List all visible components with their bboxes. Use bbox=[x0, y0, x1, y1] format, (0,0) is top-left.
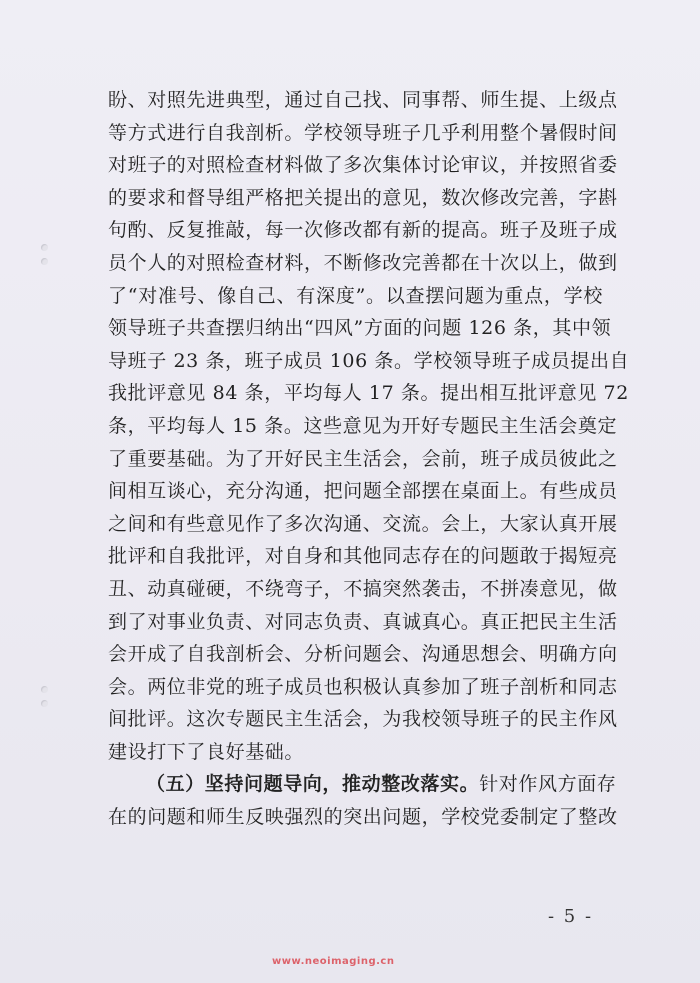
text-line: 会开成了自我剖析会、分析问题会、沟通思想会、明确方向 bbox=[108, 643, 618, 666]
binding-hole bbox=[41, 686, 48, 693]
text-line: 之间和有些意见作了多次沟通、交流。会上，大家认真开展 bbox=[108, 512, 618, 535]
text-run: 针对作风方面存 bbox=[479, 773, 617, 796]
text-line: 条，平均每人 15 条。这些意见为开好专题民主生活会奠定 bbox=[108, 414, 618, 437]
text-line: 批评和自我批评，对自身和其他同志存在的问题敢于揭短亮 bbox=[108, 545, 618, 568]
binding-hole bbox=[41, 700, 48, 707]
text-line: 的要求和督导组严格把关提出的意见，数次修改完善，字斟 bbox=[108, 186, 618, 209]
text-line: 领导班子共查摆归纳出“四风”方面的问题 126 条，其中领 bbox=[108, 317, 612, 340]
binding-hole bbox=[41, 258, 48, 265]
text-line: 会。两位非党的班子成员也积极认真参加了班子剖析和同志 bbox=[108, 675, 618, 698]
text-line: 间相互谈心，充分沟通，把问题全部摆在桌面上。有些成员 bbox=[108, 480, 618, 503]
text-line: 了重要基础。为了开好民主生活会，会前，班子成员彼此之 bbox=[108, 447, 618, 470]
text-line: 等方式进行自我剖析。学校领导班子几乎利用整个暑假时间 bbox=[108, 121, 618, 144]
paragraph bbox=[108, 84, 630, 768]
paragraph bbox=[108, 768, 618, 833]
text-line: 导班子 23 条，班子成员 106 条。学校领导班子成员提出自 bbox=[108, 349, 630, 372]
text-line: 盼、对照先进典型，通过自己找、同事帮、师生提、上级点 bbox=[108, 89, 618, 111]
binding-hole bbox=[41, 244, 48, 251]
text-line: 对班子的对照检查材料做了多次集体讨论审议，并按照省委 bbox=[108, 154, 618, 177]
text-line: 句酌、反复推敲，每一次修改都有新的提高。班子及班子成 bbox=[108, 219, 618, 242]
watermark: www.neoimaging.cn bbox=[272, 956, 395, 967]
text-line: 建设打下了良好基础。 bbox=[108, 740, 305, 763]
text-line: 员个人的对照检查材料，不断修改完善都在十次以上，做到 bbox=[108, 251, 618, 274]
document-body bbox=[108, 84, 630, 834]
text-line: 了“对准号、像自己、有深度”。以查摆问题为重点，学校 bbox=[108, 284, 603, 307]
text-line: 我批评意见 84 条，平均每人 17 条。提出相互批评意见 72 bbox=[108, 382, 629, 405]
text-line: 在的问题和师生反映强烈的突出问题，学校党委制定了整改 bbox=[108, 806, 618, 829]
section-heading: （五）坚持问题导向，推动整改落实。 bbox=[146, 773, 480, 796]
page-number: - 5 - bbox=[548, 906, 594, 927]
text-line: 丑、动真碰硬，不绕弯子，不搞突然袭击，不拼凑意见，做 bbox=[108, 577, 618, 600]
section-heading-line bbox=[108, 768, 617, 801]
text-line: 间批评。这次专题民主生活会，为我校领导班子的民主作风 bbox=[108, 708, 618, 731]
text-line: 到了对事业负责、对同志负责、真诚真心。真正把民主生活 bbox=[108, 610, 618, 633]
